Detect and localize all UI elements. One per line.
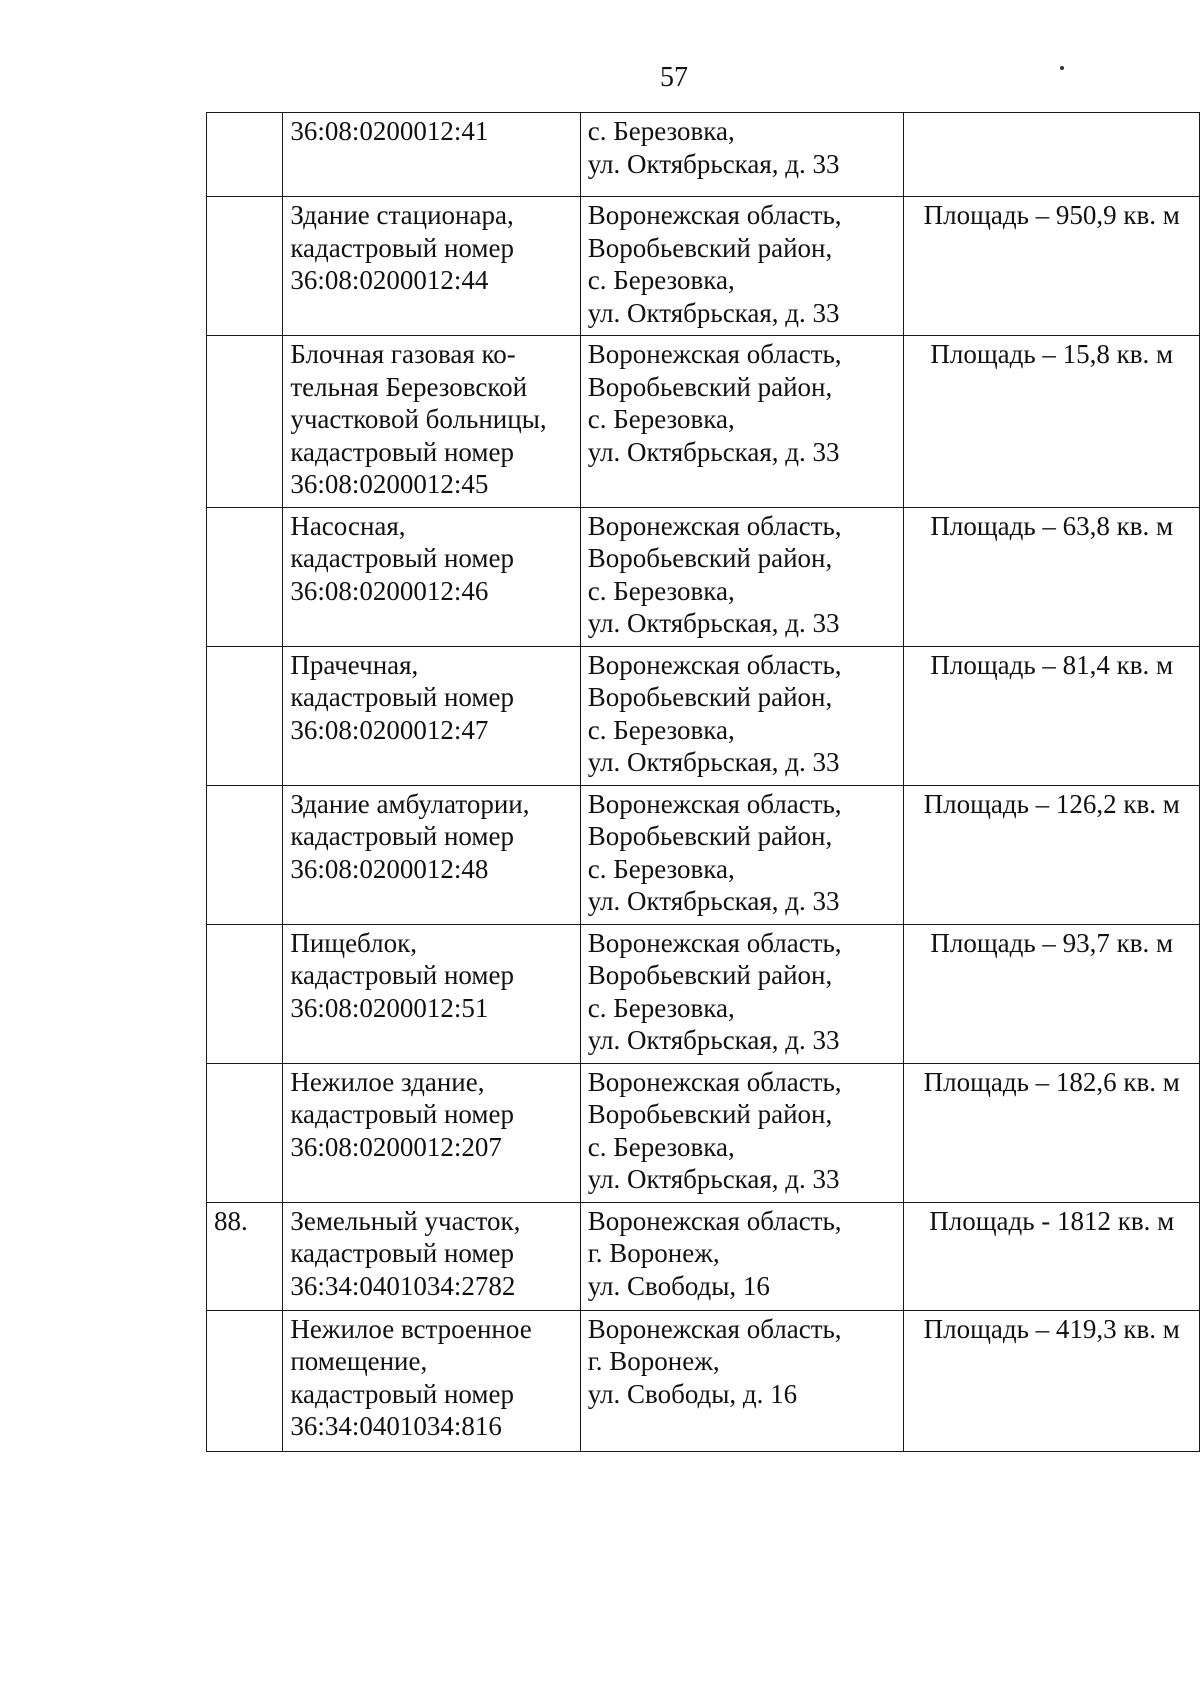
table-row: [207, 113, 1200, 197]
address-line: Воробьевский район,: [587, 371, 833, 402]
address-cell: [580, 507, 903, 646]
object-line: кадастровый номер: [290, 821, 514, 851]
address-cell: [580, 197, 903, 336]
row-number-cell: [207, 507, 283, 646]
address-line: с. Березовка,: [587, 992, 735, 1023]
address-line: Воробьевский район,: [587, 543, 833, 573]
object-cell: [283, 336, 580, 508]
row-number-cell: [207, 113, 283, 197]
address-cell: [580, 924, 903, 1063]
area-value: Площадь – 93,7 кв. м: [930, 927, 1174, 958]
object-line: тельная Березовской: [290, 371, 528, 402]
row-number-cell: [207, 1310, 283, 1451]
object-line: 36:08:0200012:44: [290, 265, 489, 295]
address-line: Воронежская область,: [587, 649, 842, 680]
object-line: кадастровый номер: [290, 1099, 514, 1129]
page-number: 57: [660, 62, 688, 93]
address-line: Воронежская область,: [587, 1313, 842, 1344]
address-line: с. Березовка,: [587, 853, 735, 884]
object-line: 36:08:0200012:46: [290, 575, 489, 606]
characteristic-cell: [903, 646, 1199, 785]
row-number-cell: [207, 785, 283, 924]
address-line: с. Березовка,: [587, 116, 735, 146]
object-cell: [283, 113, 580, 197]
object-line: 36:08:0200012:51: [290, 992, 489, 1023]
object-line: кадастровый номер: [290, 543, 514, 573]
table-row: [207, 1063, 1200, 1202]
characteristic-cell: [903, 336, 1199, 508]
address-line: ул. Октябрьская, д. 33: [587, 148, 840, 179]
address-cell: [580, 113, 903, 197]
address-line: Воронежская область,: [587, 339, 842, 369]
address-line: ул. Свободы, 16: [587, 1270, 770, 1301]
address-line: с. Березовка,: [587, 1131, 735, 1162]
address-line: ул. Октябрьская, д. 33: [587, 747, 840, 777]
address-cell: [580, 1310, 903, 1451]
characteristic-cell: [903, 197, 1199, 336]
address-line: Воробьевский район,: [587, 960, 833, 990]
object-cell: [283, 924, 580, 1063]
object-cell: [283, 646, 580, 785]
characteristic-cell: [903, 1202, 1199, 1310]
area-value: Площадь – 950,9 кв. м: [923, 200, 1180, 230]
object-cell: [283, 1310, 580, 1451]
row-number-cell: [207, 336, 283, 508]
area-value: Площадь – 15,8 кв. м: [930, 339, 1174, 369]
address-cell: [580, 1202, 903, 1310]
characteristic-cell: [903, 1063, 1199, 1202]
object-line: 36:08:0200012:207: [290, 1131, 502, 1162]
address-line: Воробьевский район,: [587, 821, 833, 851]
address-line: Воробьевский район,: [587, 1099, 833, 1129]
object-line: кадастровый номер: [290, 1378, 514, 1409]
characteristic-cell: [903, 507, 1199, 646]
row-number-cell: [207, 1202, 283, 1310]
address-line: Воробьевский район,: [587, 232, 833, 263]
characteristic-cell: [903, 924, 1199, 1063]
object-line: Земельный участок,: [290, 1205, 521, 1236]
table-row: [207, 507, 1200, 646]
address-line: ул. Октябрьская, д. 33: [587, 436, 840, 467]
object-cell: [283, 1202, 580, 1310]
row-number-cell: [207, 924, 283, 1063]
object-line: 36:08:0200012:41: [290, 116, 489, 146]
address-line: Воронежская область,: [587, 510, 842, 541]
area-value: Площадь – 81,4 кв. м: [930, 649, 1174, 680]
area-value: Площадь – 63,8 кв. м: [930, 510, 1174, 541]
object-line: Прачечная,: [290, 649, 419, 680]
address-line: г. Воронеж,: [587, 1346, 720, 1376]
table-row: [207, 197, 1200, 336]
object-line: Блочная газовая ко-: [290, 339, 516, 369]
row-number: 88.: [214, 1205, 248, 1236]
address-line: Воронежская область,: [587, 200, 842, 230]
object-line: 36:34:0401034:2782: [290, 1270, 516, 1301]
scan-speck: [1060, 66, 1064, 70]
address-line: ул. Октябрьская, д. 33: [587, 886, 840, 916]
object-line: Насосная,: [290, 510, 406, 541]
area-value: Площадь – 126,2 кв. м: [923, 788, 1180, 819]
object-line: кадастровый номер: [290, 436, 514, 467]
characteristic-cell: [903, 1310, 1199, 1451]
address-line: с. Березовка,: [587, 714, 735, 745]
address-line: Воронежская область,: [587, 927, 842, 958]
table-row: [207, 924, 1200, 1063]
address-line: Воробьевский район,: [587, 682, 833, 712]
address-line: Воронежская область,: [587, 1205, 842, 1236]
table-row: [207, 1202, 1200, 1310]
address-line: ул. Октябрьская, д. 33: [587, 297, 840, 328]
address-line: с. Березовка,: [587, 575, 735, 606]
table-row: [207, 1310, 1200, 1451]
property-table: [206, 112, 1200, 1452]
address-line: г. Воронеж,: [587, 1238, 720, 1268]
area-value: Площадь – 182,6 кв. м: [923, 1066, 1180, 1097]
object-line: участковой больницы,: [290, 404, 547, 434]
object-line: помещение,: [290, 1346, 428, 1376]
row-number-cell: [207, 646, 283, 785]
address-line: Воронежская область,: [587, 788, 842, 819]
address-cell: [580, 785, 903, 924]
object-line: Пищеблок,: [290, 927, 417, 958]
object-line: 36:08:0200012:48: [290, 853, 489, 884]
object-line: Нежилое встроенное: [290, 1313, 532, 1344]
object-line: 36:08:0200012:47: [290, 714, 489, 745]
address-line: ул. Октябрьская, д. 33: [587, 608, 840, 638]
address-cell: [580, 1063, 903, 1202]
address-line: ул. Свободы, д. 16: [587, 1378, 798, 1409]
address-line: Воронежская область,: [587, 1066, 842, 1097]
address-line: с. Березовка,: [587, 265, 735, 295]
characteristic-cell: [903, 113, 1199, 197]
address-line: ул. Октябрьская, д. 33: [587, 1164, 840, 1194]
address-line: ул. Октябрьская, д. 33: [587, 1025, 840, 1055]
object-cell: [283, 785, 580, 924]
address-cell: [580, 646, 903, 785]
object-line: Здание амбулатории,: [290, 788, 530, 819]
table-row: [207, 646, 1200, 785]
property-table-body: [207, 113, 1200, 1452]
object-line: кадастровый номер: [290, 682, 514, 712]
object-line: 36:08:0200012:45: [290, 469, 489, 499]
row-number-cell: [207, 1063, 283, 1202]
object-line: кадастровый номер: [290, 1238, 514, 1268]
object-cell: [283, 1063, 580, 1202]
object-cell: [283, 507, 580, 646]
table-row: [207, 785, 1200, 924]
address-line: с. Березовка,: [587, 404, 735, 434]
area-value: Площадь - 1812 кв. м: [929, 1205, 1175, 1236]
object-cell: [283, 197, 580, 336]
characteristic-cell: [903, 785, 1199, 924]
object-line: кадастровый номер: [290, 960, 514, 990]
table-row: [207, 336, 1200, 508]
object-line: Здание стационара,: [290, 200, 514, 230]
object-line: кадастровый номер: [290, 232, 514, 263]
area-value: Площадь – 419,3 кв. м: [923, 1313, 1180, 1344]
row-number-cell: [207, 197, 283, 336]
address-cell: [580, 336, 903, 508]
object-line: Нежилое здание,: [290, 1066, 485, 1097]
object-line: 36:34:0401034:816: [290, 1411, 502, 1441]
